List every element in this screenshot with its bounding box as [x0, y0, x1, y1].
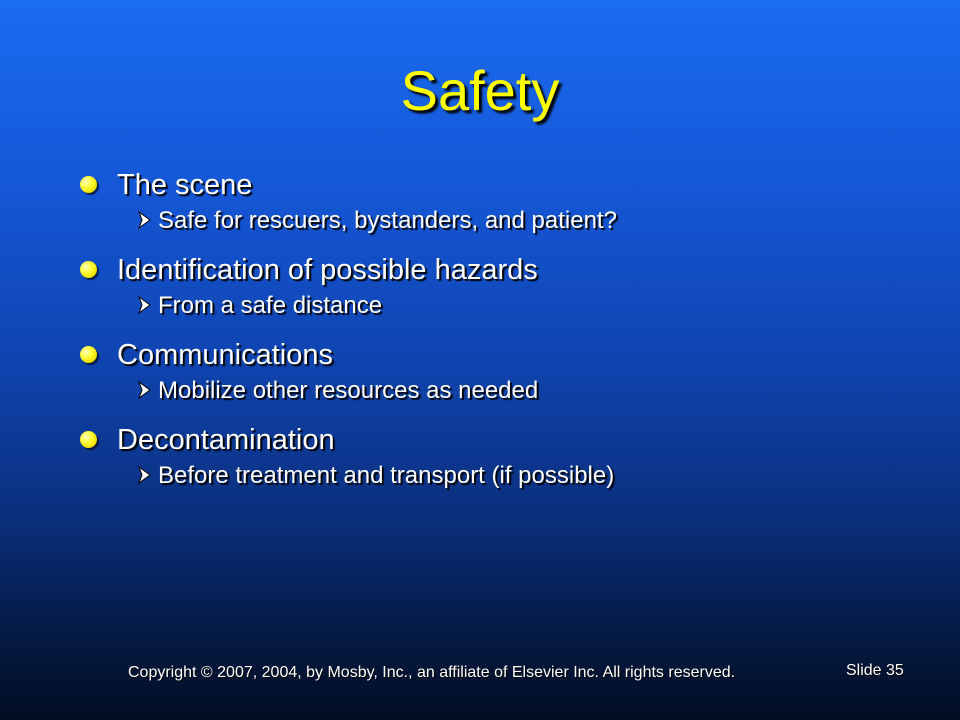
sub-bullet-label: From a safe distance	[158, 292, 383, 319]
round-bullet-icon	[80, 261, 97, 278]
sub-bullet-item	[80, 376, 920, 421]
sub-bullet-item	[80, 461, 920, 506]
arrow-bullet-icon	[135, 295, 155, 315]
round-bullet-icon	[80, 431, 97, 448]
round-bullet-icon	[80, 176, 97, 193]
copyright-notice: Copyright © 2007, 2004, by Mosby, Inc., an affiliate of Elsevier Inc. All rights reserved.	[128, 664, 736, 681]
sub-bullet-item	[80, 291, 920, 336]
slide-title: Safety	[400, 59, 560, 122]
sub-bullet-label: Before treatment and transport (if possible)	[158, 462, 615, 489]
bullet-label: Communications	[117, 339, 333, 371]
arrow-bullet-icon	[135, 210, 155, 230]
bullet-label: The scene	[117, 169, 253, 201]
sub-bullet-label: Safe for rescuers, bystanders, and patient?	[158, 207, 617, 234]
bullet-item	[80, 421, 920, 461]
slide-number: Slide 35	[846, 662, 904, 679]
bullet-item	[80, 251, 920, 291]
sub-bullet-item	[80, 206, 920, 251]
bullet-label: Identification of possible hazards	[117, 254, 538, 286]
bullet-label: Decontamination	[117, 424, 335, 456]
bullet-list	[80, 166, 920, 506]
bullet-item	[80, 166, 920, 206]
round-bullet-icon	[80, 346, 97, 363]
arrow-bullet-icon	[135, 380, 155, 400]
bullet-item	[80, 336, 920, 376]
arrow-bullet-icon	[135, 465, 155, 485]
sub-bullet-label: Mobilize other resources as needed	[158, 377, 539, 404]
